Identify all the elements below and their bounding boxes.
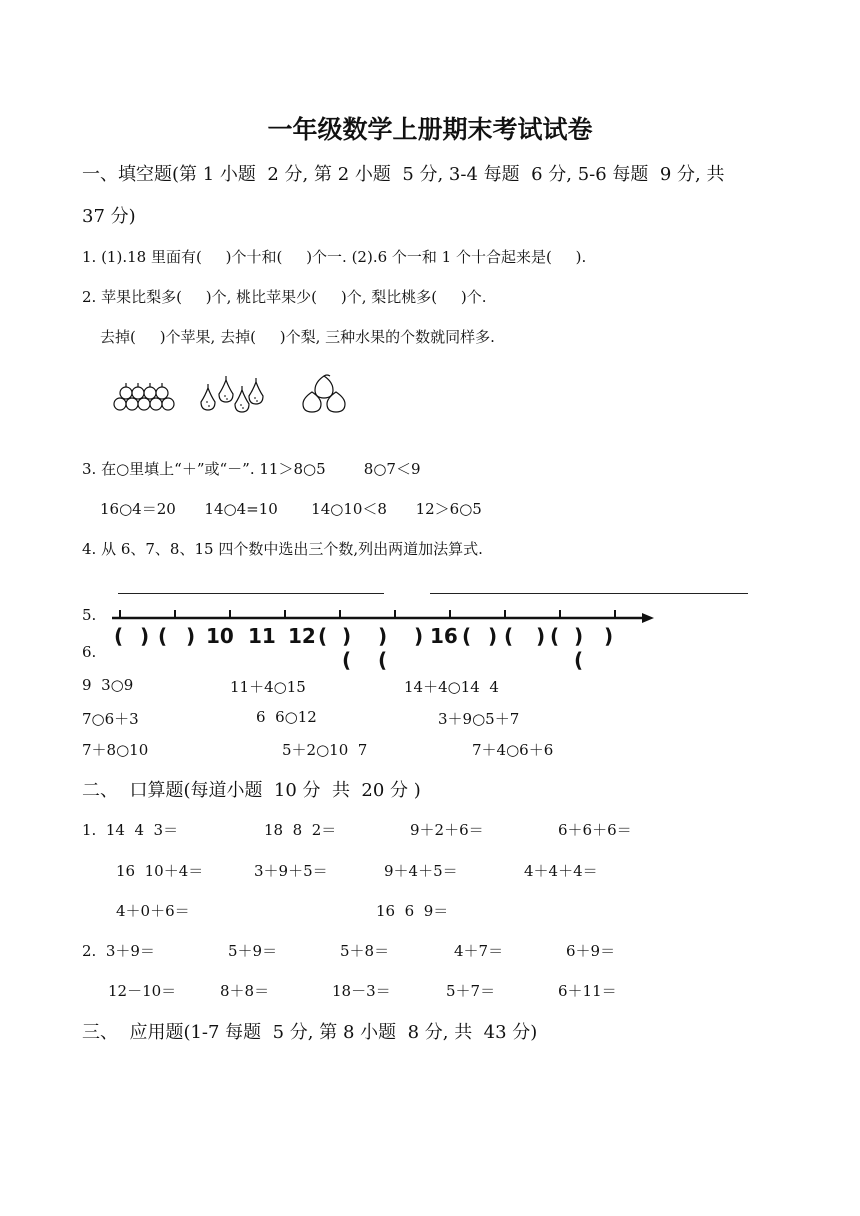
calc-cell: 4＋0＋6＝ bbox=[116, 902, 190, 920]
q6-cell: 6 6○12 bbox=[256, 708, 317, 726]
calc-cell: 5＋8＝ bbox=[340, 942, 390, 960]
apple-group-icon bbox=[108, 378, 178, 414]
question-2-line2: 去掉( )个苹果, 去掉( )个梨, 三种水果的个数就同样多. bbox=[100, 328, 495, 346]
calc-cell: 16 10＋4＝ bbox=[116, 862, 204, 880]
number-line-label: )( bbox=[342, 624, 352, 672]
calc-cell: 4＋4＋4＝ bbox=[524, 862, 598, 880]
number-line-label: ) bbox=[604, 624, 614, 648]
calc-cell: 3＋9＋5＝ bbox=[254, 862, 328, 880]
question-1: 1. (1).18 里面有( )个十和( )个一. (2).6 个一和 1 个十合起来是( ). bbox=[82, 248, 587, 266]
question-3-line2: 16○4＝20 14○4=10 14○10＜8 12＞6○5 bbox=[100, 500, 482, 518]
number-line-label: ( bbox=[318, 624, 328, 648]
number-line-label: )( bbox=[378, 624, 388, 672]
calc-cell: 2. 3＋9＝ bbox=[82, 942, 155, 960]
question-4: 4. 从 6、7、8、15 四个数中选出三个数,列出两道加法算式. bbox=[82, 540, 483, 558]
calc-cell: 4＋7＝ bbox=[454, 942, 504, 960]
number-line-label: ( bbox=[550, 624, 560, 648]
number-line-label: ) bbox=[140, 624, 150, 648]
q6-cell: 7○6＋3 bbox=[82, 710, 139, 728]
q6-cell: 7＋4○6＋6 bbox=[472, 741, 554, 759]
calc-cell: 6＋9＝ bbox=[566, 942, 616, 960]
number-line-label: ( bbox=[462, 624, 472, 648]
number-line-label: 10 bbox=[206, 624, 234, 648]
section3-heading: 三、 应用题(1-7 每题 5 分, 第 8 小题 8 分, 共 43 分) bbox=[82, 1022, 538, 1043]
calc-cell: 9＋4＋5＝ bbox=[384, 862, 458, 880]
answer-line-2[interactable] bbox=[430, 593, 748, 594]
number-line-label: ) bbox=[536, 624, 546, 648]
section1-heading-line2: 37 分) bbox=[82, 206, 136, 227]
calc-cell: 18－3＝ bbox=[332, 982, 391, 1000]
page-title: 一年级数学上册期末考试试卷 bbox=[267, 115, 593, 144]
q6-cell: 5＋2○10 7 bbox=[282, 741, 368, 759]
number-line-label: 12 bbox=[288, 624, 316, 648]
number-line-label: 16 bbox=[430, 624, 458, 648]
q6-cell: 14＋4○14 4 bbox=[404, 678, 499, 696]
calc-cell: 12－10＝ bbox=[108, 982, 177, 1000]
question-5-label: 5. bbox=[82, 606, 97, 624]
number-line-label: ( bbox=[158, 624, 168, 648]
pear-group-icon bbox=[196, 374, 268, 414]
calc-cell: 6＋6＋6＝ bbox=[558, 821, 632, 839]
number-line-label: ) bbox=[414, 624, 424, 648]
calc-cell: 6＋11＝ bbox=[558, 982, 617, 1000]
calc-cell: 18 8 2＝ bbox=[264, 821, 337, 839]
q6-cell: 9 3○9 bbox=[82, 676, 134, 694]
number-line bbox=[112, 598, 657, 624]
number-line-label: ) bbox=[186, 624, 196, 648]
number-line-label: )( bbox=[574, 624, 584, 672]
q6-cell: 7＋8○10 bbox=[82, 741, 149, 759]
peach-group-icon bbox=[298, 372, 350, 414]
question-6-label: 6. bbox=[82, 643, 97, 661]
question-3-line1: 3. 在○里填上“＋”或“－”. 11＞8○5 8○7＜9 bbox=[82, 460, 421, 478]
number-line-label: ( bbox=[114, 624, 124, 648]
answer-line-1[interactable] bbox=[118, 593, 384, 594]
calc-cell: 5＋7＝ bbox=[446, 982, 496, 1000]
calc-cell: 9＋2＋6＝ bbox=[410, 821, 484, 839]
q6-cell: 11＋4○15 bbox=[230, 678, 306, 696]
section1-heading-line1: 一、填空题(第 1 小题 2 分, 第 2 小题 5 分, 3-4 每题 6 分, 5-6 每题 9 分, 共 bbox=[82, 164, 725, 185]
question-2-line1: 2. 苹果比梨多( )个, 桃比苹果少( )个, 梨比桃多( )个. bbox=[82, 288, 487, 306]
number-line-label: 11 bbox=[248, 624, 276, 648]
number-line-label: ( bbox=[504, 624, 514, 648]
number-line-label: ) bbox=[488, 624, 498, 648]
calc-cell: 8＋8＝ bbox=[220, 982, 270, 1000]
section2-heading: 二、 口算题(每道小题 10 分 共 20 分 ) bbox=[82, 780, 421, 801]
q6-cell: 3＋9○5＋7 bbox=[438, 710, 520, 728]
calc-cell: 1. 14 4 3＝ bbox=[82, 821, 179, 839]
calc-cell: 5＋9＝ bbox=[228, 942, 278, 960]
calc-cell: 16 6 9＝ bbox=[376, 902, 449, 920]
